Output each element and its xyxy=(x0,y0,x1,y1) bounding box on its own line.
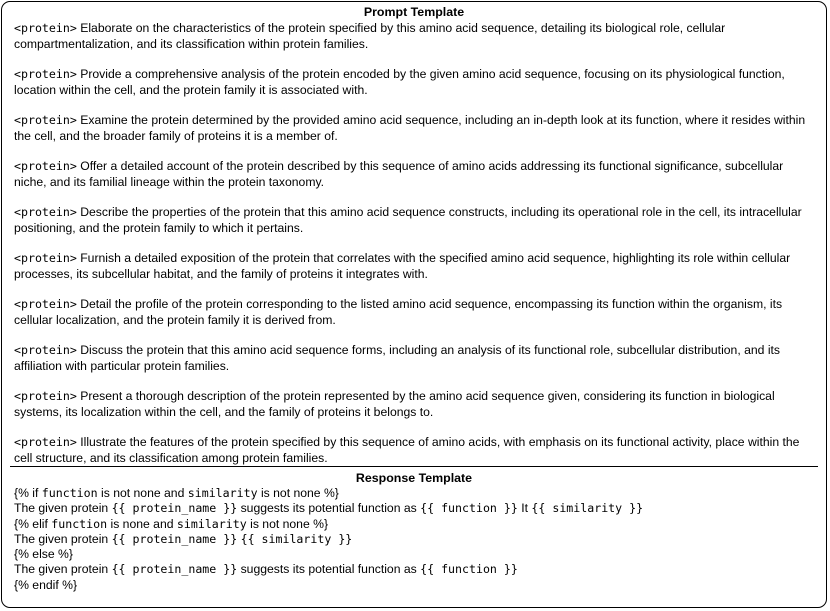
template-variable: function xyxy=(41,486,98,500)
template-variable: similarity xyxy=(187,486,258,500)
prompt-gap xyxy=(14,282,816,296)
template-text: The given protein xyxy=(14,562,112,577)
protein-tag: <protein> xyxy=(14,205,77,219)
template-panel xyxy=(1,1,827,608)
prompt-text: Offer a detailed account of the protein described by this sequence of amino acids addressing its functional significance, subcellular niche, and its familial lineage within the protein taxonomy. xyxy=(14,159,784,189)
prompt-text: Discuss the protein that this amino acid sequence forms, including an analysis of its functional role, subcellular distribution, and its affiliation with particular protein families. xyxy=(14,343,781,373)
template-text: is not none and xyxy=(97,486,188,500)
prompt-item xyxy=(14,20,816,52)
template-text: The given protein xyxy=(14,531,112,546)
protein-tag: <protein> xyxy=(14,113,77,127)
response-template-heading: Response Template xyxy=(355,471,473,485)
response-line xyxy=(14,532,816,547)
prompt-item xyxy=(14,342,816,374)
prompt-item xyxy=(14,250,816,282)
prompt-text: Describe the properties of the protein that this amino acid sequence constructs, including its operational role in the cell, its intracellular positioning, and the protein family to which it pertains. xyxy=(14,205,802,235)
response-line xyxy=(14,517,816,532)
template-variable: {{ function }} xyxy=(420,501,518,516)
response-line xyxy=(14,562,816,577)
template-variable: {{ protein_name }} xyxy=(111,531,238,546)
prompt-gap xyxy=(14,236,816,250)
prompt-text: Detail the profile of the protein corresponding to the listed amino acid sequence, encompassing its function within the organism, its cellular localization, and the protein family it is derived from. xyxy=(14,297,783,327)
template-text: It xyxy=(517,501,532,516)
template-text: The given protein xyxy=(14,501,112,516)
prompt-text: Illustrate the features of the protein specified by this sequence of amino acids, with emphasis on its functional activity, place within the cell structure, and its classification among protein families. xyxy=(14,435,800,465)
response-template-list xyxy=(2,486,826,593)
template-variable: {{ protein_name }} xyxy=(111,562,238,577)
prompt-gap xyxy=(14,98,816,112)
response-line xyxy=(14,486,816,501)
template-text: {% if xyxy=(14,486,42,500)
prompt-text: Elaborate on the characteristics of the protein specified by this amino acid sequence, detailing its biological role, cellular compartmentalization, and its classification within protein families. xyxy=(14,21,726,51)
template-text: is not none %} xyxy=(246,516,329,531)
prompt-text: Provide a comprehensive analysis of the protein encoded by the given amino acid sequence, focusing on its physiological function, location within the cell, and the protein family it is associated with. xyxy=(14,67,785,97)
template-text: suggests its potential function as xyxy=(237,501,421,516)
template-variable: similarity xyxy=(176,516,247,531)
protein-tag: <protein> xyxy=(14,343,77,357)
prompt-item xyxy=(14,158,816,190)
section-divider xyxy=(10,466,818,467)
prompt-item xyxy=(14,296,816,328)
prompt-gap xyxy=(14,374,816,388)
template-variable: {{ similarity }} xyxy=(240,531,353,546)
protein-tag: <protein> xyxy=(14,21,77,35)
response-line xyxy=(14,501,816,516)
template-text: {% elif xyxy=(14,516,52,531)
prompt-gap xyxy=(14,144,816,158)
prompt-gap xyxy=(14,52,816,66)
protein-tag: <protein> xyxy=(14,389,77,403)
prompt-template-heading: Prompt Template xyxy=(363,5,465,19)
template-text: {% endif %} xyxy=(14,577,78,592)
template-text: is not none %} xyxy=(257,486,339,500)
template-variable: {{ function }} xyxy=(420,562,518,577)
prompt-text: Examine the protein determined by the provided amino acid sequence, including an in-depth look at its function, where it resides within the cell, and the broader family of proteins it is a member of. xyxy=(14,113,806,143)
protein-tag: <protein> xyxy=(14,67,77,81)
protein-tag: <protein> xyxy=(14,297,77,311)
prompt-item xyxy=(14,112,816,144)
template-variable: {{ protein_name }} xyxy=(111,501,238,516)
prompt-template-list xyxy=(2,20,826,466)
template-variable: {{ similarity }} xyxy=(531,501,644,516)
template-text: suggests its potential function as xyxy=(237,562,421,577)
response-line xyxy=(14,578,816,593)
prompt-item xyxy=(14,388,816,420)
protein-tag: <protein> xyxy=(14,251,77,265)
template-variable: function xyxy=(51,516,108,531)
prompt-gap xyxy=(14,420,816,434)
template-text: is none and xyxy=(107,516,177,531)
prompt-text: Furnish a detailed exposition of the protein that correlates with the specified amino acid sequence, highlighting its role within cellular processes, its subcellular habitat, and the family of proteins it integrates with. xyxy=(14,251,791,281)
prompt-gap xyxy=(14,190,816,204)
prompt-gap xyxy=(14,328,816,342)
prompt-item xyxy=(14,66,816,98)
template-text: {% else %} xyxy=(14,547,73,562)
prompt-item xyxy=(14,204,816,236)
prompt-text: Present a thorough description of the protein represented by the amino acid sequence given, considering its function in biological systems, its localization within the cell, and the family of proteins it belongs to. xyxy=(14,389,775,419)
response-line xyxy=(14,547,816,562)
protein-tag: <protein> xyxy=(14,159,77,173)
prompt-item xyxy=(14,434,816,466)
protein-tag: <protein> xyxy=(14,435,77,449)
